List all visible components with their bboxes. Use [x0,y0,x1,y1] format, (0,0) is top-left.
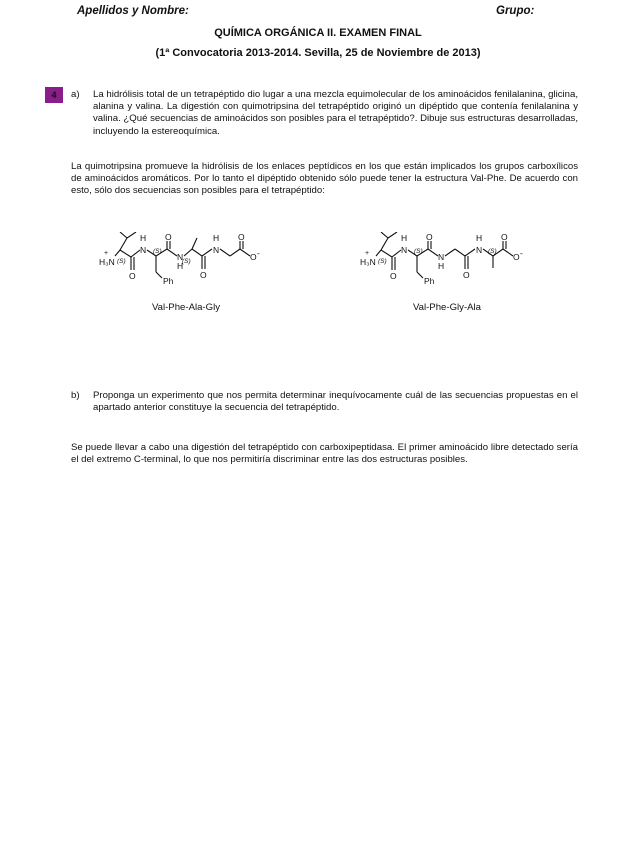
structure-val-phe-ala-gly [96,232,276,292]
amine-plus-sign: + [365,250,370,257]
name-label: Apellidos y Nombre: [77,5,189,17]
part-a-answer: La quimotripsina promueve la hidrólisis de los enlaces peptídicos en los que están implicados los grupos carboxílicos de aminoácidos aromáticos. Por lo tanto el dipéptido obtenido sólo puede tener la estructura Val-Phe. De acuerdo con esto, sólo dos secuencias son posibles para el tetrapéptido: [71,161,578,197]
minus-sign: - [520,248,523,258]
phenyl-label: Ph [424,276,435,286]
part-b-label: b) [71,390,80,401]
oxygen-label: O [426,232,433,242]
stereo-label: (S) [117,258,126,265]
hydrogen-label: H [140,233,147,243]
nitrogen-label: N [177,252,184,262]
oxygen-label: O [129,271,136,281]
part-a-label: a) [71,89,80,100]
oxygen-label: O [463,270,470,280]
stereo-label: (S) [153,248,162,255]
nitrogen-label: N [213,245,220,255]
structure-val-phe-gly-ala [357,232,537,292]
structure-caption-1: Val-Phe-Ala-Gly [151,302,221,313]
oxygen-label: O [238,232,245,242]
hydrogen-label: H [213,233,220,243]
nitrogen-label: N [438,252,445,262]
oxygen-label: O [501,232,508,242]
nitrogen-label: N [476,245,483,255]
nitrogen-label: N [401,245,408,255]
structure-caption-2: Val-Phe-Gly-Ala [412,302,482,313]
nitrogen-label: N [140,245,147,255]
part-a-question: La hidrólisis total de un tetrapéptido dio lugar a una mezcla equimolecular de los aminoácidos fenilalanina, glicina, alanina y valina. La digestión con quimotripsina del tetrapéptido originó un dipéptido que contenía fenilalanina y valina. ¿Qué secuencias de aminoácidos son posibles para el tetrapéptido?. Dibuje sus estructuras desarrolladas, incluyendo la estereoquímica. [93,89,578,137]
stereo-label: (S) [488,248,497,255]
part-b-question: Proponga un experimento que nos permita determinar inequívocamente cuál de las secuencias propuestas en el apartado anterior constituye la secuencia del tetrapéptido. [93,390,578,414]
part-b-answer: Se puede llevar a cabo una digestión del tetrapéptido con carboxipeptidasa. El primer aminoácido libre detectado sería el del extremo C-terminal, lo que nos permitiría discriminar entre las dos estructuras posibles. [71,442,578,466]
exam-subtitle: (1ª Convocatoria 2013-2014. Sevilla, 25 de Noviembre de 2013) [155,47,481,59]
phenyl-label: Ph [163,276,174,286]
hydrogen-label: H [401,233,408,243]
oxygen-label: O [513,252,520,262]
group-label: Grupo: [496,5,535,17]
oxygen-label: O [250,252,257,262]
hydrogen-label: H [177,261,184,271]
amine-label: H₃N [360,257,376,267]
amine-plus-sign: + [104,250,109,257]
hydrogen-label: H [438,261,445,271]
oxygen-label: O [200,270,207,280]
amine-label: H₃N [99,257,115,267]
question-number-badge: 4 [45,87,63,103]
hydrogen-label: H [476,233,483,243]
stereo-label: (S) [182,258,191,265]
oxygen-label: O [390,271,397,281]
minus-sign: - [257,248,260,258]
exam-title: QUÍMICA ORGÁNICA II. EXAMEN FINAL [214,27,422,39]
stereo-label: (S) [414,248,423,255]
stereo-label: (S) [378,258,387,265]
oxygen-label: O [165,232,172,242]
